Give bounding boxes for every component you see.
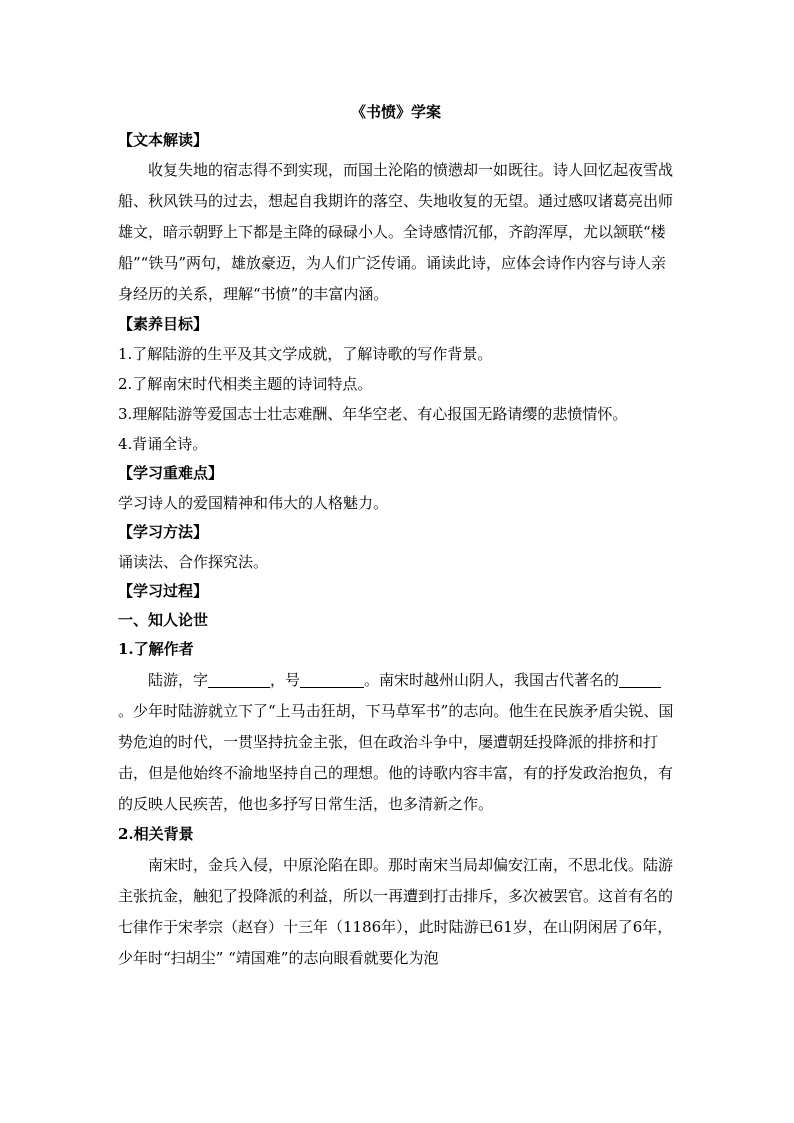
author-text-4: 。少年时陆游就立下了“上马击狂胡，下马草军书”的志向。他生在民族矛盾尖锐、国势危迫的时代，一贯坚持抗金主张，但在政治斗争中，屡遭朝廷投降派的排挤和打击，但是他始终不渝地坚持自己的理想。他的诗歌内容丰富，有的抒发政治抱负，有的反映人民疾苦，他也多抒写日常生活，也多清新之作。 — [118, 702, 674, 813]
pen-name-blank[interactable] — [300, 670, 364, 688]
goal-item-2: 2.了解南宋时代相类主题的诗词特点。 — [118, 375, 373, 393]
goal-item-1: 1.了解陆游的生平及其文学成就，了解诗歌的写作背景。 — [118, 345, 493, 363]
key-points-text: 学习诗人的爱国精神和伟大的人格魅力。 — [118, 494, 389, 512]
author-text-2: ，号 — [270, 671, 301, 689]
method-text: 诵读法、合作探究法。 — [118, 553, 269, 571]
subsection-heading-background: 2.相关背景 — [118, 825, 194, 843]
background-paragraph: 南宋时，金兵入侵，中原沦陷在即。那时南宋当局却偏安江南，不思北伐。陆游主张抗金，触犯了投降派的利益，所以一再遭到打击排斥，多次被罢官。这首有名的七律作于宋孝宗（赵昚）十三年（1186年），此时陆游已61岁，在山阴闲居了6年，少年时“扫胡尘” “靖国难”的志向眼看就要化为泡 — [118, 856, 674, 967]
section-heading-method: 【学习方法】 — [118, 523, 209, 541]
part-one-heading: 一、知人论世 — [118, 611, 209, 629]
section-heading-process: 【学习过程】 — [118, 582, 209, 600]
text-interpretation-paragraph: 收复失地的宿志得不到实现，而国土沦陷的愤懑却一如既往。诗人回忆起夜雪战船、秋风铁马的过去，想起自我期许的落空、失地收复的无望。通过感叹诸葛亮出师雄文，暗示朝野上下都是主降的碌碌小人。全诗感情沉郁，齐韵浑厚，尤以颔联“楼船”“铁马”两句，雄放豪迈，为人们广泛传诵。诵读此诗，应体会诗作内容与诗人亲身经历的关系，理解“书愤”的丰富内涵。 — [118, 161, 674, 303]
author-paragraph — [118, 665, 674, 820]
page-title: 《书愤》学案 — [350, 103, 441, 121]
author-text-3: 。南宋时越州山阴人，我国古代著名的 — [364, 671, 620, 689]
section-heading-goals: 【素养目标】 — [118, 315, 209, 333]
section-heading-key-points: 【学习重难点】 — [118, 464, 224, 482]
document-body — [118, 99, 674, 974]
goal-item-4: 4.背诵全诗。 — [118, 435, 208, 453]
identity-blank[interactable] — [619, 670, 661, 688]
goal-item-3: 3.理解陆游等爱国志士壮志难酬、年华空老、有心报国无路请缨的悲愤情怀。 — [118, 405, 628, 423]
courtesy-name-blank[interactable] — [208, 670, 270, 688]
subsection-heading-author: 1.了解作者 — [118, 640, 194, 658]
author-text-1: 陆游，字 — [148, 671, 209, 689]
section-heading-text-interpretation: 【文本解读】 — [118, 131, 209, 149]
